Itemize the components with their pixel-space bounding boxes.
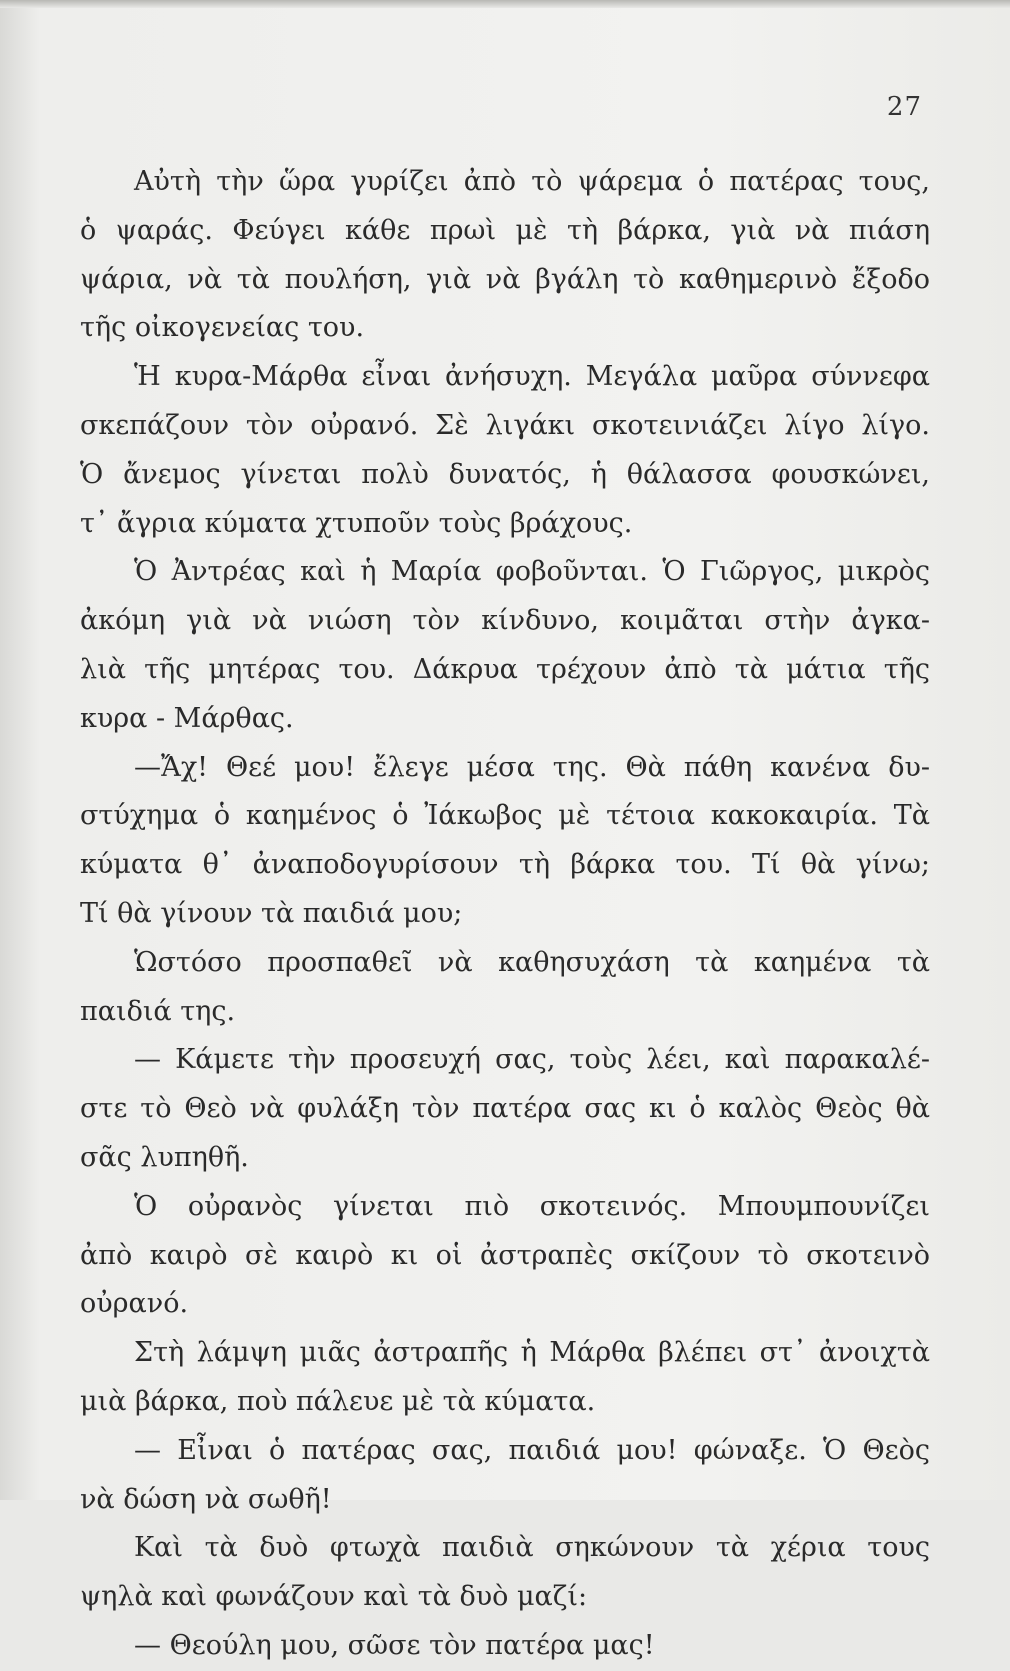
text-line: Ὁ ἄνεμος γίνεται πολὺ δυνατός, ἡ θάλασσα φουσκώνει, <box>80 458 930 490</box>
text-line: τῆς οἰκογενείας του. <box>80 312 365 344</box>
text-line: ἀκόμη γιὰ νὰ νιώση τὸν κίνδυνο, κοιμᾶται στὴν ἀγκα- <box>80 605 930 637</box>
text-line: Στὴ λάμψη μιᾶς ἀστραπῆς ἡ Μάρθα βλέπει στ᾽ ἀνοιχτὰ <box>134 1337 930 1369</box>
text-line: σκεπάζουν τὸν οὐρανό. Σὲ λιγάκι σκοτεινιάζει λίγο λίγο. <box>80 409 930 441</box>
text-line: οὐρανό. <box>80 1288 189 1320</box>
text-line: σᾶς λυπηθῆ. <box>80 1141 249 1173</box>
text-line: ψηλὰ καὶ φωνάζουν καὶ τὰ δυὸ μαζί: <box>80 1581 588 1613</box>
text-line: παιδιά της. <box>80 995 236 1027</box>
page-number: 27 <box>886 92 922 122</box>
text-line: Ἡ κυρα-Μάρθα εἶναι ἀνήσυχη. Μεγάλα μαῦρα σύννεφα <box>134 361 930 393</box>
text-line: κύματα θ᾽ ἀναποδογυρίσουν τὴ βάρκα του. Τί θὰ γίνω; <box>80 849 930 881</box>
text-line: Καὶ τὰ δυὸ φτωχὰ παιδιὰ σηκώνουν τὰ χέρια τους <box>134 1532 930 1564</box>
text-line: νὰ δώση νὰ σωθῆ! <box>80 1483 332 1515</box>
text-line: —Ἄχ! Θεέ μου! ἔλεγε μέσα της. Θὰ πάθη κανένα δυ- <box>134 751 930 783</box>
text-line: Τί θὰ γίνουν τὰ παιδιά μου; <box>80 897 463 929</box>
text-line: στύχημα ὁ καημένος ὁ Ἰάκωβος μὲ τέτοια κακοκαιρία. Τὰ <box>80 800 930 832</box>
text-line: ὁ ψαράς. Φεύγει κάθε πρωὶ μὲ τὴ βάρκα, γιὰ νὰ πιάση <box>80 214 930 246</box>
text-line: ψάρια, νὰ τὰ πουλήση, γιὰ νὰ βγάλη τὸ καθημερινὸ ἔξοδο <box>80 263 930 295</box>
text-line: λιὰ τῆς μητέρας του. Δάκρυα τρέχουν ἀπὸ τὰ μάτια τῆς <box>80 653 930 685</box>
text-line: κυρα - Μάρθας. <box>80 702 294 734</box>
text-line: — Εἶναι ὁ πατέρας σας, παιδιά μου! φώναξε. Ὁ Θεὸς <box>134 1434 930 1466</box>
text-line: Αὐτὴ τὴν ὥρα γυρίζει ἀπὸ τὸ ψάρεμα ὁ πατέρας τους, <box>134 166 930 197</box>
text-line: τ᾽ ἄγρια κύματα χτυποῦν τοὺς βράχους. <box>80 507 633 539</box>
text-line: Ὁ Ἀντρέας καὶ ἡ Μαρία φοβοῦνται. Ὁ Γιῶργος, μικρὸς <box>134 556 930 588</box>
text-line: Ὁ οὐρανὸς γίνεται πιὸ σκοτεινός. Μπουμπουνίζει <box>134 1190 930 1222</box>
text-line: — Κάμετε τὴν προσευχή σας, τοὺς λέει, καὶ παρακαλέ- <box>134 1044 930 1076</box>
text-line: — Θεούλη μου, σῶσε τὸν πατέρα μας! <box>134 1629 655 1661</box>
text-line: Ὡστόσο προσπαθεῖ νὰ καθησυχάση τὰ καημένα τὰ <box>134 946 930 978</box>
text-line: ἀπὸ καιρὸ σὲ καιρὸ κι οἱ ἀστραπὲς σκίζουν τὸ σκοτεινὸ <box>80 1239 930 1271</box>
body-text <box>80 158 930 1671</box>
text-line: στε τὸ Θεὸ νὰ φυλάξη τὸν πατέρα σας κι ὁ καλὸς Θεὸς θὰ <box>80 1093 930 1125</box>
text-line: μιὰ βάρκα, ποὺ πάλευε μὲ τὰ κύματα. <box>80 1385 596 1417</box>
page-top-shadow <box>0 0 1010 8</box>
